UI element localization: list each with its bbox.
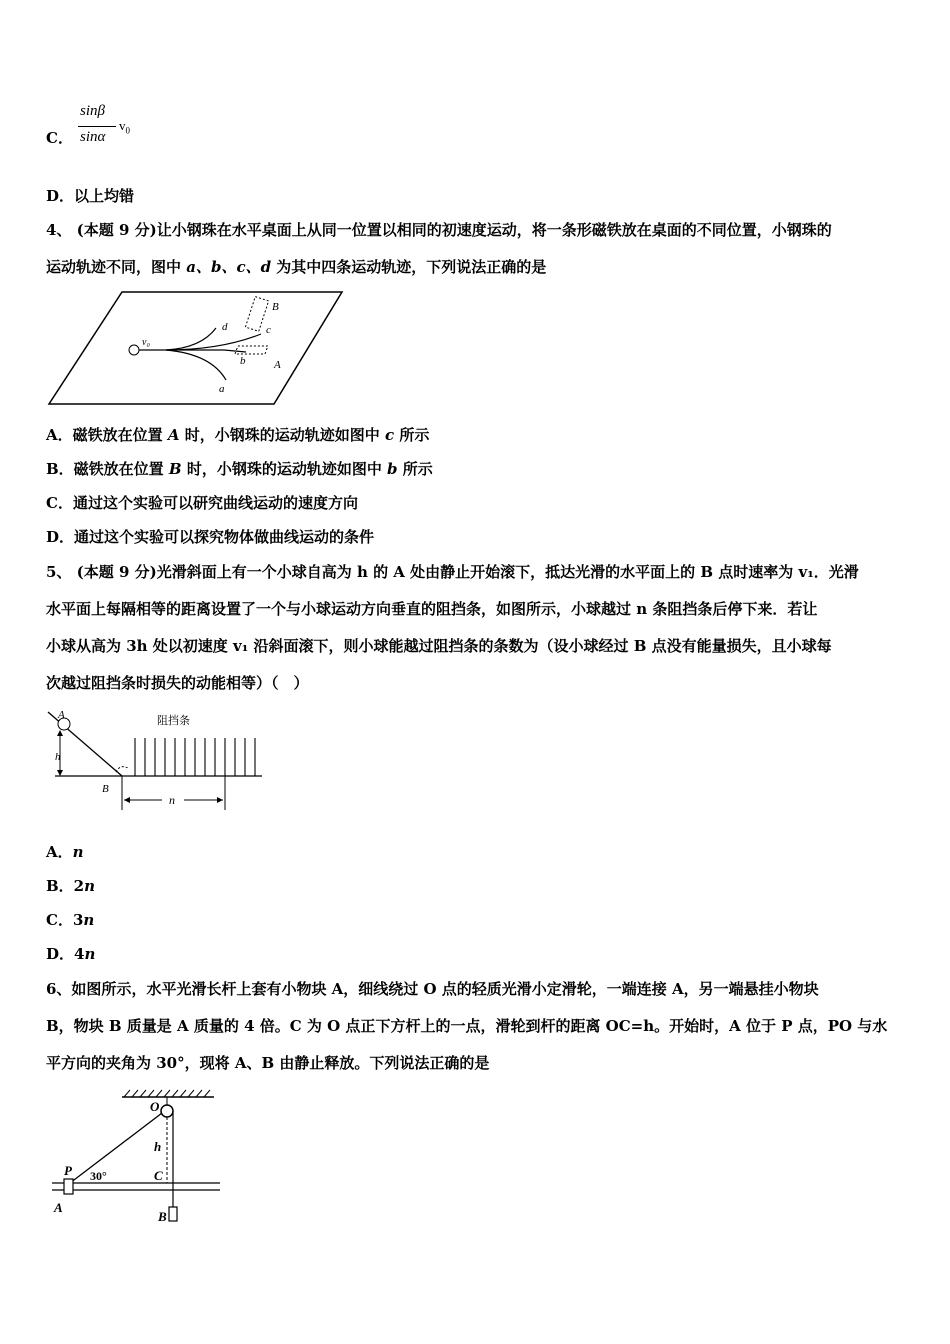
table-surface <box>49 292 342 404</box>
q6-stem-line3: 平方向的夹角为 30°，现将 A、B 由静止释放。下列说法正确的是 <box>46 1054 490 1072</box>
q6-stem-line1: 6、如图所示，水平光滑长杆上套有小物块 A，细线绕过 O 点的轻质光滑小定滑轮，一端连接 A，另一端悬挂小物块 <box>46 980 819 998</box>
label-A: A <box>58 709 65 721</box>
q4-stem-line1: 4、 (本题 9 分)让小钢珠在水平桌面上从同一位置以相同的初速度运动，将一条形磁铁放在桌面的不同位置，小钢珠的 <box>46 221 832 239</box>
q6-stem-line2: B，物块 B 质量是 A 质量的 4 倍。C 为 O 点正下方杆上的一点，滑轮到杆的距离 OC=h。开始时，A 位于 P 点，PO 与水 <box>46 1017 888 1035</box>
barrier-strips <box>135 738 255 776</box>
trajectory-b <box>139 350 246 352</box>
label-v0: v₀ <box>142 337 150 348</box>
q4-option-c: C．通过这个实验可以研究曲线运动的速度方向 <box>46 494 358 512</box>
corner-arc <box>116 767 128 772</box>
arrow-head <box>217 797 223 803</box>
q5-option-b: B．2n <box>46 877 96 895</box>
arrow-head <box>57 770 63 776</box>
q3-option-c-denominator: sinα <box>80 129 106 145</box>
fraction-bar <box>78 126 116 127</box>
steel-ball <box>129 345 139 355</box>
trajectory-a <box>166 350 226 380</box>
string-po <box>70 1113 162 1183</box>
q5-option-d: D．4n <box>46 945 96 963</box>
q3-option-c-label: C． <box>46 129 73 147</box>
q3-option-c-numerator: sinβ <box>80 103 105 119</box>
label-B: B <box>158 1209 167 1224</box>
label-c: c <box>266 324 271 336</box>
q5-figure-slope <box>40 702 270 814</box>
trajectory-c <box>166 334 261 350</box>
label-barrier: 阻挡条 <box>157 715 190 727</box>
q3-option-c-v0: $v_0$ <box>119 118 130 136</box>
q5-stem-line4: 次越过阻挡条时损失的动能相等）（ ） <box>46 674 309 692</box>
q4-figure-table <box>46 288 346 408</box>
q3-option-d: D．以上均错 <box>46 187 135 205</box>
q5-stem-line3: 小球从高为 3h 处以初速度 v₁ 沿斜面滚下，则小球能越过阻挡条的条数为（设小球经过 B 点没有能量损失，且小球每 <box>46 637 832 655</box>
q4-stem-line2: 运动轨迹不同，图中 a、b、c、d 为其中四条运动轨迹，下列说法正确的是 <box>46 258 547 276</box>
magnet-position-a <box>235 346 268 354</box>
block-b <box>169 1207 177 1221</box>
label-P: P <box>64 1163 72 1178</box>
ceiling-hatch <box>124 1090 210 1097</box>
label-h: h <box>154 1139 162 1154</box>
q5-option-c: C．3n <box>46 911 95 929</box>
arrow-head <box>124 797 130 803</box>
q5-stem-line1: 5、 (本题 9 分)光滑斜面上有一个小球自高为 h 的 A 处由静止开始滚下，抵达光滑的水平面上的 B 点时速率为 v₁．光滑 <box>46 563 859 581</box>
label-angle: 30° <box>90 1169 107 1183</box>
label-b: b <box>240 355 246 367</box>
arrow-head <box>57 730 63 736</box>
q6-figure-pulley <box>46 1085 226 1225</box>
label-C: C <box>154 1168 163 1183</box>
label-A: A <box>274 359 281 371</box>
q4-option-d: D．通过这个实验可以探究物体做曲线运动的条件 <box>46 528 375 546</box>
block-a <box>64 1179 73 1194</box>
label-h: h <box>55 751 61 763</box>
label-d: d <box>222 321 228 333</box>
pulley <box>161 1105 173 1117</box>
label-n: n <box>169 793 175 807</box>
trajectory-d <box>166 328 216 350</box>
label-A: A <box>54 1200 63 1215</box>
q4-option-b: B．磁铁放在位置 B 时，小钢珠的运动轨迹如图中 b 所示 <box>46 460 433 478</box>
q5-option-a: A．n <box>46 843 84 861</box>
label-B: B <box>272 301 279 313</box>
label-O: O <box>150 1099 160 1114</box>
q4-option-a: A．磁铁放在位置 A 时，小钢珠的运动轨迹如图中 c 所示 <box>46 426 430 444</box>
q5-stem-line2: 水平面上每隔相等的距离设置了一个与小球运动方向垂直的阻挡条，如图所示，小球越过 n 条阻挡条后停下来．若让 <box>46 600 818 618</box>
label-a: a <box>219 383 225 395</box>
label-B: B <box>102 783 109 795</box>
